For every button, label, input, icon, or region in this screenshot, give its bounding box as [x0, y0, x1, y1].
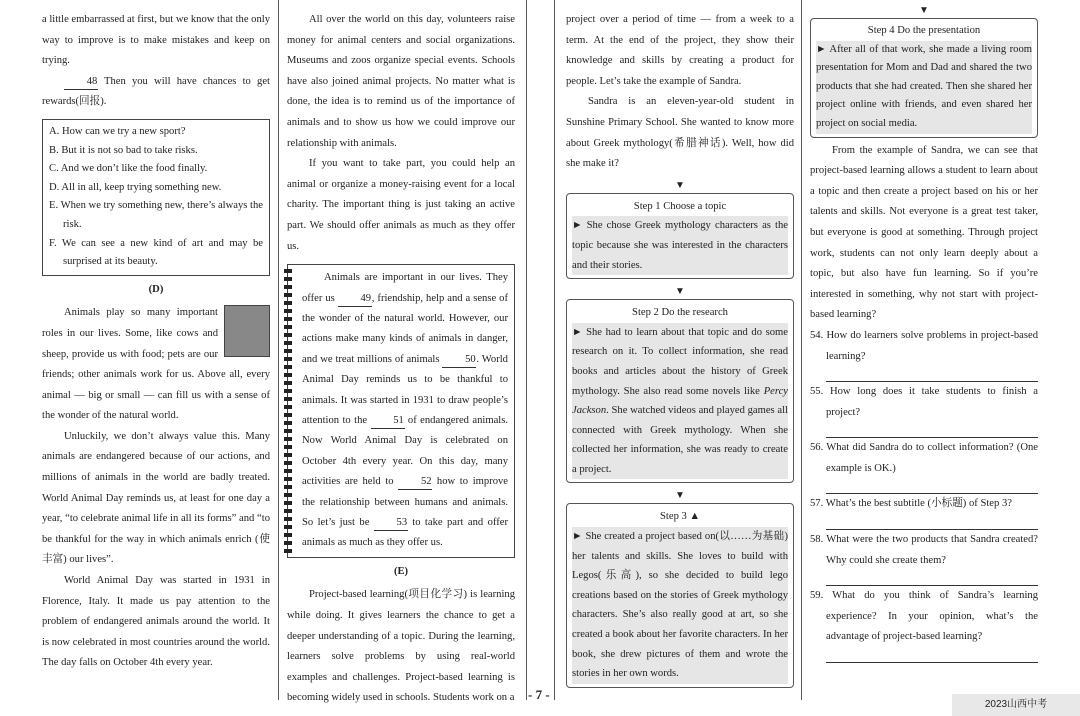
column-divider-4 [801, 0, 802, 700]
paragraph: project over a period of time — from a week to a term. At the end of the project, they show their knowledge and skills by creating a product for people. Let’s take the example of Sandra. [566, 14, 794, 87]
answer-line-54[interactable] [826, 367, 1038, 382]
blank-51[interactable]: 51 [371, 414, 405, 429]
column-divider-1 [278, 0, 279, 700]
arrow-down-icon: ▼ [675, 286, 685, 298]
column-divider-2 [526, 0, 527, 700]
cloze-segment: , friendship, help and a sense of the wonder of the natural world. However, our actions make many kinds of animals in danger, and we treat millions of animals [302, 292, 508, 365]
page-number: - 7 - [528, 687, 550, 702]
option-d: D. All in all, keep trying something new. [49, 181, 222, 193]
step-4-title: Step 4 Do the presentation [867, 25, 981, 36]
column-1 [42, 10, 270, 674]
answer-line-58[interactable] [826, 571, 1038, 586]
question-55: 55. How long does it take students to finish a project? [810, 386, 1038, 418]
question-58: 58. What were the two products that Sandra created? Why could she create them? [810, 534, 1038, 566]
step-2-body [572, 323, 788, 480]
blank-52[interactable]: 52 [398, 475, 432, 490]
answer-line-56[interactable] [826, 479, 1038, 494]
question-57: 57. What’s the best subtitle (小标题) of Step 3? [810, 498, 1012, 510]
cloze-segment: how to improve the relationship between humans and animals. So let’s just be [302, 476, 509, 528]
column-3 [566, 10, 794, 688]
blank-49[interactable]: 49 [338, 292, 372, 307]
blank-48[interactable]: 48 [64, 75, 98, 90]
paragraph: World Animal Day was started in 1931 in Florence, Italy. It made us pay attention to the problem of endangered animals around the world. It is now celebrated in most countries around the world. The day falls on October 4th every year. [42, 575, 270, 669]
paragraph: If you want to take part, you could help an animal or organize a money-raising event for a local charity. The important thing is just taking an active part. We should offer animals as much as they offer us. [287, 158, 515, 252]
paragraph: From the example of Sandra, we can see that project-based learning allows a student to learn about a topic and then create a project based on his or her talents and skills. Not everyone is a great test taker, but everyone is good at something. Through project work, students can not only learn deeply about a topic, but also have fun learning. So if you’re interested in something, why not start with project-based learning? [810, 144, 1038, 321]
section-d-heading: (D) [148, 283, 164, 295]
book-title: Percy Jackson [572, 385, 788, 417]
paragraph: Unluckily, we don’t always value this. Many animals are endangered because of our actions, and millions of animals in the world are badly treated. World Animal Day reminds us, at least for one day a year, “to celebrate animal life in all its forms” and “to be thankful for the way in which animals enrich (使丰富) our lives”. [42, 430, 270, 566]
section-e-heading: (E) [393, 565, 409, 577]
paragraph: All over the world on this day, volunteers raise money for animal centers and social organizations. Museums and zoos organize special events. Schools have also joined animal projects. No matter what is done, the idea is to remind us of the importance of animals and to show us how we could improve our relationship with animals. [287, 14, 515, 149]
step-2-text: . She watched videos and played games all connected with Greek mythology. When she collected her information, she was ready to create a project. [572, 405, 788, 475]
cloze-segment: Animals are important in our lives. They offer us [302, 272, 508, 304]
spiral-binding [284, 269, 292, 553]
paragraph: a little embarrassed at first, but we know that the only way to improve is to make mistakes and keep on trying. [42, 14, 270, 67]
arrow-down-icon: ▼ [919, 5, 929, 16]
blank-53[interactable]: 53 [374, 516, 408, 531]
option-f: F. We can see a new kind of art and may be surprised at its beauty. [49, 237, 263, 268]
question-48 [42, 72, 270, 113]
animal-photo [224, 305, 270, 357]
step-2-box [566, 299, 794, 483]
column-divider-3 [554, 0, 555, 700]
cloze-segment: . World Animal Day reminds us to be thankful to animals. It was started in 1931 to draw people’s attention to the [302, 353, 508, 426]
answer-line-57[interactable] [826, 515, 1038, 530]
cloze-text [302, 268, 508, 554]
option-a: A. How can we try a new sport? [49, 125, 186, 137]
column-2 [287, 10, 515, 709]
step-2-title: Step 2 Do the research [632, 307, 728, 319]
option-c: C. And we don’t like the food finally. [49, 163, 208, 175]
question-48-text: Then you will have chances to get rewards(回报). [42, 75, 270, 108]
step-3-box [566, 503, 794, 687]
cloze-box [287, 264, 515, 558]
step-1-box [566, 193, 794, 279]
cloze-segment: to take part and offer animals as much as they offer us. [302, 517, 508, 549]
exam-tag: 2023山西中考 [952, 694, 1080, 716]
answer-line-55[interactable] [826, 423, 1038, 438]
arrow-down-icon: ▼ [675, 490, 685, 502]
question-56: 56. What did Sandra do to collect information? (One example is OK.) [810, 442, 1038, 474]
question-59: 59. What do you think of Sandra’s learning experience? In your opinion, what’s the advantage of project-based learning? [810, 590, 1038, 643]
questions [810, 326, 1038, 663]
question-54: 54. How do learners solve problems in project-based learning? [810, 329, 1038, 362]
step-2-text: ► She had to learn about that topic and do some research on it. To collect information, she read books and articles about the history of Greek mythology. She also read some novels like [572, 326, 788, 397]
paragraph: Project-based learning(项目化学习) is learning while doing. It gives learners the chance to get a deeper understanding of a topic. During the learning, learners solve problems by using real-world examples and challenges. Project-based learning is becoming widely used in schools. Students work on a [287, 589, 515, 704]
blank-50[interactable]: 50 [442, 353, 476, 368]
option-e: E. When we try something new, there’s always the risk. [49, 200, 263, 230]
step-4-body: ► After all of that work, she made a living room presentation for Mom and Dad and shared the two products that she had created. Then she shared her project online with friends, and even shared her project on social media. [816, 41, 1032, 134]
paragraph-text: Animals play so many important roles in our lives. Some, like cows and sheep, provide us with food; pets are our friends; other animals work for us. Above all, every animal — big or small — can fill us with a sense of the wonder of the natural world. [42, 307, 270, 422]
options-box [42, 119, 270, 276]
answer-line-59[interactable] [826, 648, 1038, 663]
paragraph [42, 303, 270, 427]
step-4-box [810, 18, 1038, 138]
step-3-body: ► She created a project based on(以……为基础) her talents and skills. She loves to build with Legos(乐高), so she decided to build lego creations based on the stories of Greek mythology characters. She’s also really good at art, so she created a book about her favorite characters. In her book, she drew pictures of them and wrote the stories in her own words. [572, 527, 788, 684]
step-1-body: ► She chose Greek mythology characters as the topic because she was interested in the characters and their stories. [572, 216, 788, 275]
cloze-segment: of endangered animals. Now World Animal Day is celebrated on October 4th every year. On this day, many activities are held to [302, 414, 508, 488]
step-3-title: Step 3 ▲ [660, 511, 700, 523]
paragraph: Sandra is an eleven-year-old student in Sunshine Primary School. She wanted to know more about Greek mythology(希腊神话). Well, how did she make it? [566, 96, 794, 170]
column-4 [810, 5, 1038, 663]
step-1-title: Step 1 Choose a topic [633, 200, 727, 212]
arrow-down-icon: ▼ [675, 179, 685, 191]
option-b: B. But it is not so bad to take risks. [49, 144, 198, 156]
